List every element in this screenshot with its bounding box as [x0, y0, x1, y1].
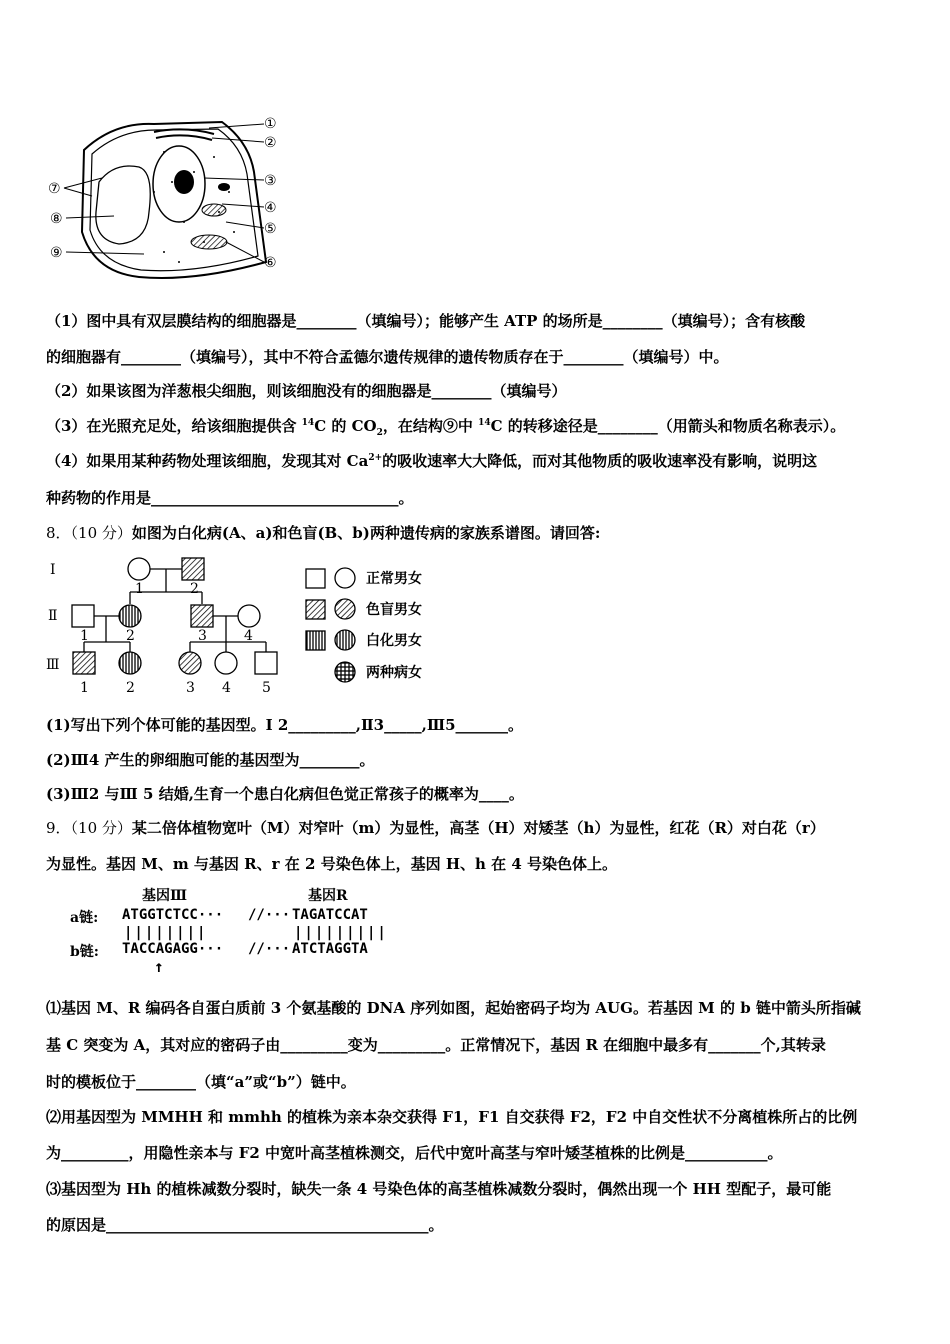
svg-text:3: 3	[186, 680, 195, 696]
chloroplast	[191, 235, 227, 249]
svg-text:1: 1	[135, 581, 144, 597]
gen-II: Ⅱ	[48, 608, 58, 624]
pedigree-legend	[300, 562, 460, 687]
q7-line-2: 的细胞器有________（填编号），其中不符合孟德尔遗传规律的遗传物质存在于________（填编号）中。	[46, 348, 729, 366]
label-3: ③	[264, 173, 277, 189]
label-9: ⑨	[50, 245, 63, 261]
q8-sub-2: (2)Ⅲ4 产生的卵细胞可能的基因型为________。	[46, 751, 375, 769]
q8-heading: 8．（10 分）如图为白化病(A、a)和色盲(B、b)两种遗传病的家族系谱图。请回答:	[46, 524, 601, 542]
svg-text:4: 4	[222, 680, 231, 696]
svg-text:3: 3	[198, 628, 207, 644]
svg-text:2: 2	[126, 680, 135, 696]
legend-colorblind: 色盲男女	[366, 602, 422, 618]
q7-line-5: （4）如果用某种药物处理该细胞，发现其对 $Ca^{2+}$的吸收速率大大降低，而对其他物质的吸收速率没有影响，说明这	[46, 452, 818, 470]
mitochondrion	[202, 204, 226, 216]
pedigree-chart	[44, 552, 294, 697]
q9-p2-line-2: 为_________，用隐性亲本与 F2 中宽叶高茎植株测交，后代中宽叶高茎与窄叶矮茎植株的比例是___________。	[46, 1144, 783, 1162]
q9-p1-line-1: ⑴基因 M、R 编码各自蛋白质前 3 个氨基酸的 DNA 序列如图，起始密码子均为 AUG。若基因 M 的 b 链中箭头所指碱	[46, 999, 861, 1017]
q9-intro-1: 9．（10 分）某二倍体植物宽叶（M）对窄叶（m）为显性，高茎（H）对矮茎（h）为显性，红花（R）对白花（r）	[46, 819, 825, 837]
gen-I: Ⅰ	[50, 562, 56, 578]
legend-both: 两种病女	[366, 665, 422, 681]
gen-III: Ⅲ	[46, 657, 60, 673]
q7-line-6: 种药物的作用是_________________________________。	[46, 489, 414, 507]
svg-text:4: 4	[244, 628, 253, 644]
q9-p1-line-2: 基 C 突变为 A，其对应的密码子由_________变为_________。正常情况下，基因 R 在细胞中最多有_______个,其转录	[46, 1036, 826, 1054]
svg-text:1: 1	[80, 628, 89, 644]
q9-p1-line-3: 时的模板位于________（填“a”或“b”）链中。	[46, 1073, 356, 1091]
q9-p3-line-2: 的原因是___________________________________________。	[46, 1216, 444, 1234]
q7-line-3: （2）如果该图为洋葱根尖细胞，则该细胞没有的细胞器是________（填编号）	[46, 382, 567, 400]
label-7: ⑦	[48, 181, 61, 197]
q9-intro-2: 为显性。基因 M、m 与基因 R、r 在 2 号染色体上，基因 H、h 在 4 号染色体上。	[46, 855, 618, 873]
q8-sub-1: (1)写出下列个体可能的基因型。Ⅰ 2_________,Ⅱ3_____,Ⅲ5_______。	[46, 716, 524, 734]
q7-line-4: （3）在光照充足处，给该细胞提供含 $^{14}$C 的 $CO_2$，在结构⑨中 $^{14}$C 的转移途径是________（用箭头和物质名称表示）。	[46, 417, 846, 438]
q9-p3-line-1: ⑶基因型为 Hh 的植株减数分裂时，缺失一条 4 号染色体的高茎植株减数分裂时，偶然出现一个 HH 型配子，最可能	[46, 1180, 832, 1198]
plant-cell-diagram	[44, 112, 294, 287]
q8-sub-3: (3)Ⅲ2 与Ⅲ 5 结婚,生育一个患白化病但色觉正常孩子的概率为____。	[46, 785, 524, 803]
svg-text:1: 1	[80, 680, 89, 696]
svg-text:2: 2	[126, 628, 135, 644]
legend-albino: 白化男女	[366, 633, 422, 649]
label-8: ⑧	[50, 211, 63, 227]
label-2: ②	[264, 135, 277, 151]
vacuole	[96, 166, 150, 244]
arrow-icon: ↑	[154, 957, 164, 976]
svg-text:2: 2	[190, 581, 199, 597]
svg-text:5: 5	[262, 680, 271, 696]
label-5: ⑤	[264, 221, 277, 237]
dna-figure: 基因Ⅲ 基因R a链: ATGGTCTCC··· //··· TAGATCCAT |||||||| ||||||||| b链: TACCAGAGG··· //··· ATCTAGGTA ↑	[70, 888, 388, 976]
q9-p2-line-1: ⑵用基因型为 MMHH 和 mmhh 的植株为亲本杂交获得 F1，F1 自交获得 F2，F2 中自交性状不分离植株所占的比例	[46, 1108, 858, 1126]
label-4: ④	[264, 200, 277, 216]
legend-normal: 正常男女	[366, 571, 422, 587]
label-1: ①	[264, 116, 277, 132]
label-6: ⑥	[264, 255, 277, 271]
q7-line-1: （1）图中具有双层膜结构的细胞器是________（填编号）；能够产生 ATP 的场所是________（填编号）；含有核酸	[46, 312, 806, 330]
